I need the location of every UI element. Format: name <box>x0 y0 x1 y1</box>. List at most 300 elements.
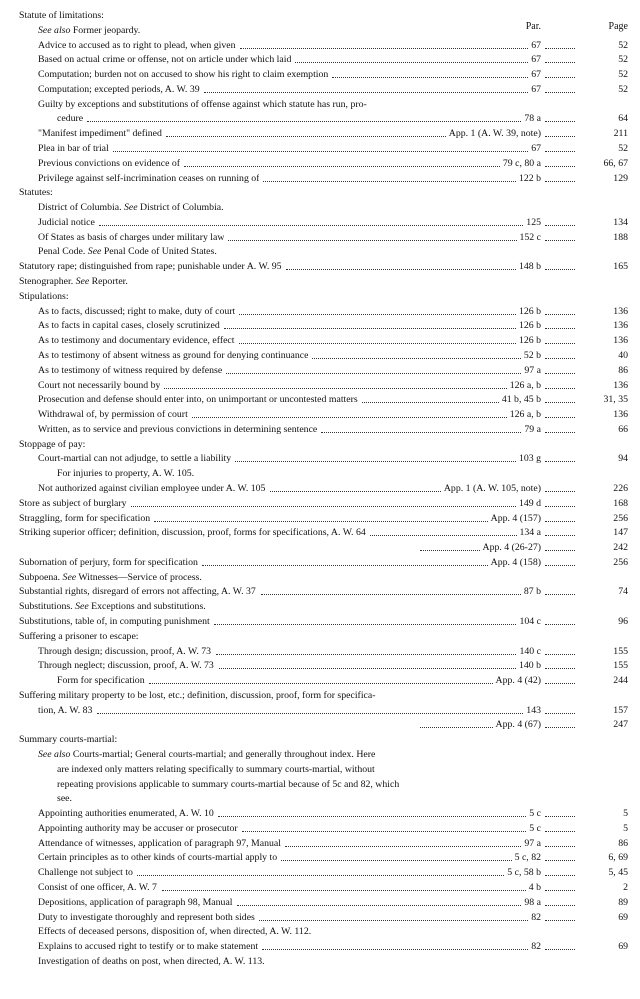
entry-text: See also Former jeopardy. <box>38 24 141 36</box>
leader-dots <box>545 61 575 63</box>
entry-paragraph: 148 b <box>518 261 541 273</box>
leader-dots <box>239 313 516 315</box>
index-line <box>0 216 640 229</box>
entry-paragraph: 140 b <box>518 660 541 672</box>
index-line <box>0 925 640 938</box>
leader-dots <box>545 431 575 433</box>
entry-page: 74 <box>618 586 628 598</box>
index-line <box>0 955 640 968</box>
entry-paragraph: 125 <box>526 216 541 228</box>
leader-dots <box>545 712 575 714</box>
entry-text: Court not necessarily bound by <box>38 379 161 391</box>
entry-text: cedure <box>57 113 84 125</box>
leader-dots <box>263 180 515 182</box>
entry-page: 256 <box>613 556 628 568</box>
leader-dots <box>545 505 575 507</box>
leader-dots <box>545 549 575 551</box>
entry-text: Stipulations: <box>19 290 69 302</box>
entry-paragraph: 126 b <box>518 335 541 347</box>
entry-page: 129 <box>613 172 628 184</box>
entry-text: Judicial notice <box>38 216 95 228</box>
index-line <box>0 9 640 22</box>
entry-page: 69 <box>618 941 628 953</box>
entry-paragraph: 67 <box>531 39 541 51</box>
par-column-header: Par. <box>525 21 541 32</box>
index-line <box>0 245 640 258</box>
index-line <box>0 231 640 244</box>
entry-text: Certain principles as to other kinds of courts-martial apply to <box>38 852 278 864</box>
entry-text: Attendance of witnesses, application of paragraph 97, Manual <box>38 837 281 849</box>
entry-page: 66, 67 <box>603 157 628 169</box>
entry-text: Appointing authorities enumerated, A. W. 10 <box>38 808 214 820</box>
entry-paragraph: 41 b, 45 b <box>501 394 541 406</box>
leader-dots <box>295 61 528 63</box>
index-line <box>0 851 640 864</box>
leader-dots <box>545 460 575 462</box>
entry-page: 155 <box>613 660 628 672</box>
leader-dots <box>545 948 575 950</box>
leader-dots <box>259 919 528 921</box>
leader-dots <box>192 416 507 418</box>
leader-dots <box>137 874 504 876</box>
index-line <box>0 866 640 879</box>
leader-dots <box>545 342 575 344</box>
entry-paragraph: 52 b <box>523 349 541 361</box>
entry-text: Explains to accused right to testify or to make statement <box>38 941 259 953</box>
entry-paragraph: 79 a <box>524 423 541 435</box>
leader-dots <box>545 224 575 226</box>
entry-paragraph: App. 4 (42) <box>495 675 541 687</box>
entry-paragraph: 82 <box>531 941 541 953</box>
entry-text: Appointing authority may be accuser or prosecutor <box>38 822 238 834</box>
entry-paragraph: 79 c, 80 a <box>502 157 541 169</box>
index-line <box>0 615 640 628</box>
index-line <box>0 807 640 820</box>
entry-paragraph: App. 4 (157) <box>490 512 541 524</box>
entry-page: 168 <box>613 497 628 509</box>
index-line <box>0 157 640 170</box>
index-line <box>0 275 640 288</box>
index-line <box>0 364 640 377</box>
leader-dots <box>545 593 575 595</box>
entry-text: Store as subject of burglary <box>19 497 127 509</box>
leader-dots <box>214 623 517 625</box>
leader-dots <box>545 726 575 728</box>
leader-dots <box>286 268 516 270</box>
entry-text: As to facts, discussed; right to make, duty of court <box>38 305 236 317</box>
entry-text: Depositions, application of paragraph 98, Manual <box>38 896 233 908</box>
leader-dots <box>240 47 529 49</box>
leader-dots <box>545 268 575 270</box>
index-line <box>0 452 640 465</box>
entry-paragraph: App. 1 (A. W. 105, note) <box>443 482 541 494</box>
entry-text: Guilty by exceptions and substitutions of offense against which statute has run, pro- <box>38 98 367 110</box>
entry-text: tion, A. W. 83 <box>38 704 93 716</box>
leader-dots <box>131 505 516 507</box>
leader-dots <box>545 830 575 832</box>
index-line <box>0 98 640 111</box>
entry-paragraph: 126 a, b <box>509 409 541 421</box>
index-line <box>0 748 640 761</box>
entry-page: 134 <box>613 216 628 228</box>
entry-text: Withdrawal of, by permission of court <box>38 409 188 421</box>
entry-page: 31, 35 <box>603 394 628 406</box>
entry-page: 136 <box>613 335 628 347</box>
entry-paragraph: 67 <box>531 54 541 66</box>
entry-text: Stenographer. See Reporter. <box>19 276 128 288</box>
leader-dots <box>237 904 522 906</box>
leader-dots <box>545 357 575 359</box>
index-line <box>0 659 640 672</box>
entry-text: Substitutions. See Exceptions and substitutions. <box>19 601 206 613</box>
index-line <box>0 83 640 96</box>
leader-dots <box>545 401 575 403</box>
entry-text: Of States as basis of charges under military law <box>38 231 225 243</box>
index-line <box>0 260 640 273</box>
entry-page: 66 <box>618 423 628 435</box>
leader-dots <box>545 372 575 374</box>
entry-text: Subornation of perjury, form for specification <box>19 556 198 568</box>
leader-dots <box>420 726 493 728</box>
entry-text: Statutory rape; distinguished from rape; punishable under A. W. 95 <box>19 261 282 273</box>
entry-text: District of Columbia. See District of Columbia. <box>38 202 224 214</box>
leader-dots <box>545 653 575 655</box>
leader-dots <box>321 431 521 433</box>
index-line <box>0 704 640 717</box>
index-line <box>0 940 640 953</box>
leader-dots <box>370 534 516 536</box>
index-line <box>0 305 640 318</box>
entry-text: Through design; discussion, proof, A. W. 73 <box>38 645 212 657</box>
index-line <box>0 822 640 835</box>
index-line <box>0 911 640 924</box>
entry-paragraph: 5 c <box>529 822 541 834</box>
entry-text: Challenge not subject to <box>38 867 133 879</box>
leader-dots <box>184 165 500 167</box>
entry-paragraph: 5 c <box>529 808 541 820</box>
entry-paragraph: 97 a <box>524 364 541 376</box>
leader-dots <box>545 534 575 536</box>
leader-dots <box>97 712 523 714</box>
entry-text: see. <box>57 793 72 805</box>
entry-page: 136 <box>613 379 628 391</box>
index-line <box>0 186 640 199</box>
index-line <box>0 645 640 658</box>
leader-dots <box>545 76 575 78</box>
index-line <box>0 630 640 643</box>
entry-page: 94 <box>618 453 628 465</box>
leader-dots <box>228 239 516 241</box>
entry-page: 2 <box>623 882 628 894</box>
entry-page: 52 <box>618 143 628 155</box>
entry-paragraph: 82 <box>531 911 541 923</box>
entry-text: As to testimony of witness required by defense <box>38 364 223 376</box>
leader-dots <box>545 682 575 684</box>
index-line <box>0 881 640 894</box>
entry-paragraph: 5 c, 58 b <box>507 867 541 879</box>
entry-text: Investigation of deaths on post, when directed, A. W. 113. <box>38 955 265 967</box>
leader-dots <box>261 593 521 595</box>
entry-paragraph: 97 a <box>524 837 541 849</box>
entry-page: 188 <box>613 231 628 243</box>
index-line <box>0 349 640 362</box>
entry-paragraph: 140 c <box>519 645 541 657</box>
leader-dots <box>242 830 527 832</box>
entry-text: Penal Code. See Penal Code of United States. <box>38 246 217 258</box>
entry-text: "Manifest impediment" defined <box>38 128 162 140</box>
leader-dots <box>545 520 575 522</box>
leader-dots <box>362 401 499 403</box>
index-line <box>0 393 640 406</box>
leader-dots <box>218 815 526 817</box>
leader-dots <box>113 150 528 152</box>
entry-paragraph: 67 <box>531 143 541 155</box>
entry-paragraph: 126 b <box>518 305 541 317</box>
index-line <box>0 600 640 613</box>
leader-dots <box>262 948 528 950</box>
index-line <box>0 408 640 421</box>
entry-page: 157 <box>613 704 628 716</box>
entry-text: Court-martial can not adjudge, to settle a liability <box>38 453 232 465</box>
entry-text: Duty to investigate thoroughly and represent both sides <box>38 911 255 923</box>
entry-paragraph: 5 c, 82 <box>514 852 541 864</box>
entry-text: Computation; excepted periods, A. W. 39 <box>38 83 200 95</box>
entry-paragraph: 67 <box>531 69 541 81</box>
leader-dots <box>154 520 488 522</box>
entry-text: For injuries to property, A. W. 105. <box>57 468 195 480</box>
index-line <box>0 512 640 525</box>
entry-text: Based on actual crime or offense, not on article under which laid <box>38 54 292 66</box>
index-line <box>0 763 640 776</box>
entry-page: 89 <box>618 896 628 908</box>
entry-text: are indexed only matters relating specifically to summary courts-martial, without <box>57 763 375 775</box>
entry-text: Subpoena. See Witnesses—Service of process. <box>19 571 202 583</box>
leader-dots <box>545 165 575 167</box>
index-line <box>0 718 640 731</box>
index-line <box>0 379 640 392</box>
index-line <box>0 571 640 584</box>
entry-page: 242 <box>613 542 628 554</box>
index-line <box>0 334 640 347</box>
entry-text: Suffering a prisoner to escape: <box>19 630 139 642</box>
leader-dots <box>545 490 575 492</box>
leader-dots <box>545 313 575 315</box>
leader-dots <box>545 623 575 625</box>
index-line <box>0 68 640 81</box>
entry-paragraph: 152 c <box>519 231 541 243</box>
index-line <box>0 689 640 702</box>
entry-page: 226 <box>613 482 628 494</box>
entry-text: Effects of deceased persons, disposition of, when directed, A. W. 112. <box>38 926 312 938</box>
entry-text: Statute of limitations: <box>19 10 104 21</box>
index-line <box>0 526 640 539</box>
leader-dots <box>420 549 480 551</box>
entry-paragraph: 104 c <box>519 615 541 627</box>
entry-page: 244 <box>613 675 628 687</box>
entry-paragraph: 143 <box>526 704 541 716</box>
index-line <box>0 896 640 909</box>
entry-page: 52 <box>618 39 628 51</box>
entry-paragraph: 4 b <box>528 882 541 894</box>
entry-text: As to testimony and documentary evidence, effect <box>38 335 235 347</box>
entry-page: 6, 69 <box>608 852 628 864</box>
leader-dots <box>99 224 523 226</box>
entry-text: Substantial rights, disregard of errors not affecting, A. W. 37 <box>19 586 256 598</box>
index-line <box>0 127 640 140</box>
leader-dots <box>312 357 520 359</box>
leader-dots <box>545 919 575 921</box>
page-column-header: Page <box>608 21 628 32</box>
entry-text: Striking superior officer; definition, discussion, proof, forms for specifications, A. W. 64 <box>19 527 366 539</box>
index-line <box>0 319 640 332</box>
index-line <box>0 497 640 510</box>
entry-page: 165 <box>613 261 628 273</box>
leader-dots <box>162 889 526 891</box>
entry-page: 5, 45 <box>608 867 628 879</box>
entry-page: 40 <box>618 349 628 361</box>
leader-dots <box>545 180 575 182</box>
leader-dots <box>545 667 575 669</box>
entry-page: 136 <box>613 320 628 332</box>
entry-paragraph: 126 b <box>518 320 541 332</box>
entry-page: 5 <box>623 808 628 820</box>
entry-page: 86 <box>618 364 628 376</box>
entry-text: Summary courts-martial: <box>19 734 118 746</box>
entry-text: As to facts in capital cases, closely scrutinized <box>38 320 220 332</box>
entry-paragraph: 98 a <box>524 896 541 908</box>
leader-dots <box>545 91 575 93</box>
index-line <box>0 482 640 495</box>
index-line <box>0 24 640 37</box>
entry-text: Consist of one officer, A. W. 7 <box>38 882 157 894</box>
entry-paragraph: 134 a <box>519 527 541 539</box>
index-line <box>0 423 640 436</box>
entry-paragraph: App. 1 (A. W. 39, note) <box>448 128 541 140</box>
leader-dots <box>545 845 575 847</box>
index-line <box>0 290 640 303</box>
leader-dots <box>239 342 516 344</box>
leader-dots <box>332 76 528 78</box>
index-line <box>0 778 640 791</box>
entry-text: Advice to accused as to right to plead, when given <box>38 39 236 51</box>
entry-text: Prosecution and defense should enter into, on unimportant or uncontested matters <box>38 394 358 406</box>
leader-dots <box>545 387 575 389</box>
entry-paragraph: App. 4 (158) <box>490 556 541 568</box>
index-line <box>0 585 640 598</box>
entry-page: 96 <box>618 615 628 627</box>
entry-text: Stoppage of pay: <box>19 438 86 450</box>
entry-page: 136 <box>613 409 628 421</box>
entry-text: Previous convictions on evidence of <box>38 157 181 169</box>
leader-dots <box>149 682 493 684</box>
entry-page: 52 <box>618 54 628 66</box>
leader-dots <box>545 416 575 418</box>
leader-dots <box>166 135 446 137</box>
entry-text: Privilege against self-incrimination ceases on running of <box>38 172 260 184</box>
index-line <box>0 438 640 451</box>
index-line <box>0 792 640 805</box>
leader-dots <box>281 859 511 861</box>
entry-page: 136 <box>613 305 628 317</box>
entry-text: See also Courts-martial; General courts-martial; and generally throughout index. Here <box>38 749 376 760</box>
entry-paragraph: App. 4 (67) <box>495 719 541 731</box>
leader-dots <box>545 47 575 49</box>
entry-page: 211 <box>613 128 628 140</box>
entry-paragraph: 149 d <box>518 497 541 509</box>
leader-dots <box>226 372 521 374</box>
leader-dots <box>224 327 516 329</box>
leader-dots <box>545 327 575 329</box>
entry-page: 69 <box>618 911 628 923</box>
leader-dots <box>204 91 528 93</box>
index-line <box>0 541 640 554</box>
entry-page: 5 <box>623 822 628 834</box>
entry-text: Written, as to service and previous convictions in determining sentence <box>38 423 318 435</box>
leader-dots <box>545 815 575 817</box>
entry-text: repeating provisions applicable to summary courts-martial because of 5c and 82, which <box>57 778 400 790</box>
leader-dots <box>545 150 575 152</box>
leader-dots <box>545 889 575 891</box>
leader-dots <box>270 490 441 492</box>
entry-paragraph: 78 a <box>524 113 541 125</box>
entry-text: Statutes: <box>19 187 53 199</box>
index-line <box>0 201 640 214</box>
index-line <box>0 467 640 480</box>
index-line <box>0 112 640 125</box>
leader-dots <box>164 387 506 389</box>
index-line <box>0 53 640 66</box>
index-line <box>0 733 640 746</box>
entry-page: 64 <box>618 113 628 125</box>
leader-dots <box>545 120 575 122</box>
leader-dots <box>219 667 516 669</box>
entry-paragraph: 122 b <box>518 172 541 184</box>
leader-dots <box>285 845 521 847</box>
entry-page: 247 <box>613 719 628 731</box>
index-line <box>0 556 640 569</box>
entry-text: Through neglect; discussion, proof, A. W. 73 <box>38 660 214 672</box>
entry-paragraph: 87 b <box>523 586 541 598</box>
leader-dots <box>545 239 575 241</box>
entry-text: Plea in bar of trial <box>38 143 109 155</box>
leader-dots <box>545 904 575 906</box>
entry-page: 147 <box>613 527 628 539</box>
index-line <box>0 837 640 850</box>
entry-text: Form for specification <box>57 675 145 687</box>
entry-page: 52 <box>618 69 628 81</box>
index-line <box>0 39 640 52</box>
entry-page: 52 <box>618 83 628 95</box>
leader-dots <box>202 564 488 566</box>
entry-paragraph: 126 a, b <box>509 379 541 391</box>
entry-paragraph: App. 4 (26-27) <box>482 542 541 554</box>
entry-text: Suffering military property to be lost, etc.; definition, discussion, proof, form for specifica- <box>19 689 376 701</box>
entry-paragraph: 103 g <box>518 453 541 465</box>
leader-dots <box>545 135 575 137</box>
leader-dots <box>235 460 516 462</box>
leader-dots <box>87 120 521 122</box>
entry-text: Computation; burden not on accused to show his right to claim exemption <box>38 69 329 81</box>
index-line <box>0 142 640 155</box>
entry-paragraph: 67 <box>531 83 541 95</box>
entry-page: 155 <box>613 645 628 657</box>
entry-text: As to testimony of absent witness as ground for denying continuance <box>38 349 309 361</box>
entry-page: 256 <box>613 512 628 524</box>
entry-text: Straggling, form for specification <box>19 512 151 524</box>
leader-dots <box>216 653 517 655</box>
entry-text: Not authorized against civilian employee under A. W. 105 <box>38 482 266 494</box>
leader-dots <box>545 564 575 566</box>
